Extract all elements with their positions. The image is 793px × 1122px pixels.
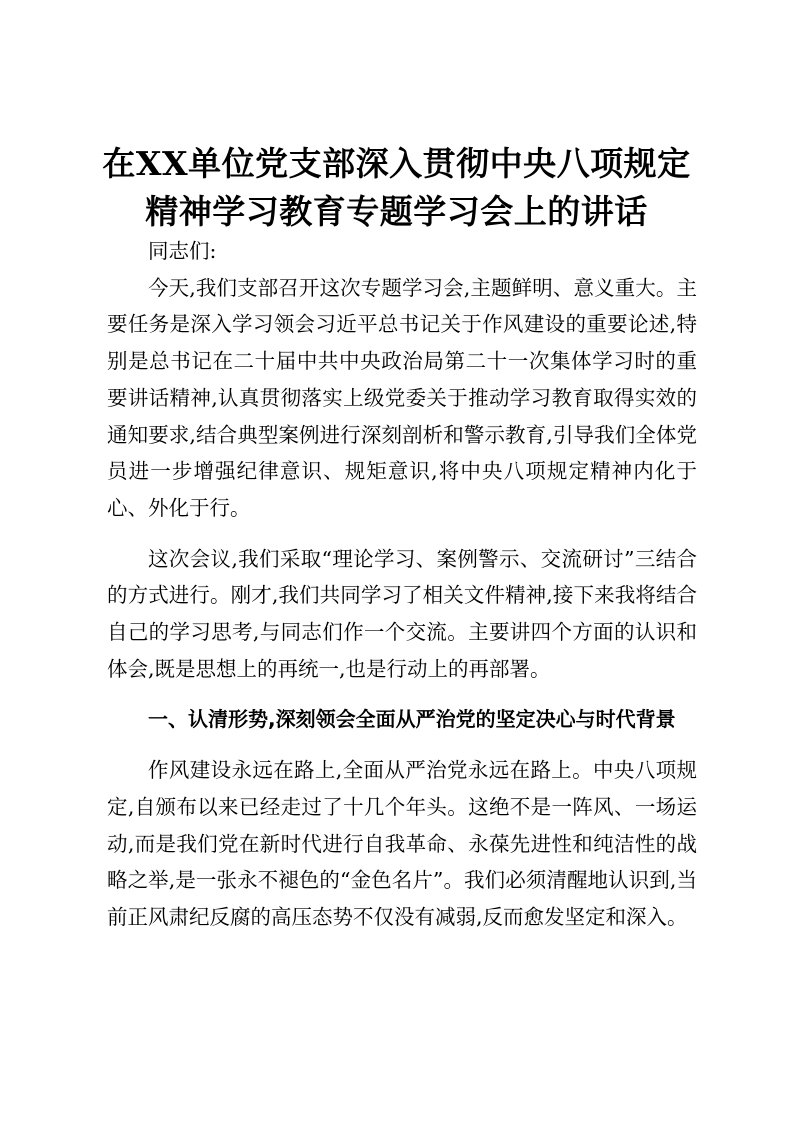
document-body xyxy=(107,233,697,936)
document-title: 在XX单位党支部深入贯彻中央八项规定精神学习教育专题学习会上的讲话 xyxy=(102,144,691,231)
paragraph-method: 这次会议,我们采取“理论学习、案例警示、交流研讨”三结合的方式进行。刚才,我们共同学习了相关文件精神,接下来我将结合自己的学习思考,与同志们作一个交流。主要讲四个方面的认识和体会,既是思想上的再统一,也是行动上的再部署。 xyxy=(107,546,697,681)
paragraph-intro: 今天,我们支部召开这次专题学习会,主题鲜明、意义重大。主要任务是深入学习领会习近平总书记关于作风建设的重要论述,特别是总书记在二十届中共中央政治局第二十一次集体学习时的重要讲话精神,认真贯彻落实上级党委关于推动学习教育取得实效的通知要求,结合典型案例进行深刻剖析和警示教育,引导我们全体党员进一步增强纪律意识、规矩意识,将中央八项规定精神内化于心、外化于行。 xyxy=(107,275,697,520)
section-paragraph: 作风建设永远在路上,全面从严治党永远在路上。中央八项规定,自颁布以来已经走过了十几个年头。这绝不是一阵风、一场运动,而是我们党在新时代进行自我革命、永葆先进性和纯洁性的战略之举,是一张永不褪色的“金色名片”。我们必须清醒地认识到,当前正风肃纪反腐的高压态势不仅没有减弱,反而愈发坚定和深入。 xyxy=(107,758,697,929)
salutation: 同志们: xyxy=(148,239,217,263)
section-heading: 一、认清形势,深刻领会全面从严治党的坚定决心与时代背景 xyxy=(148,707,676,732)
